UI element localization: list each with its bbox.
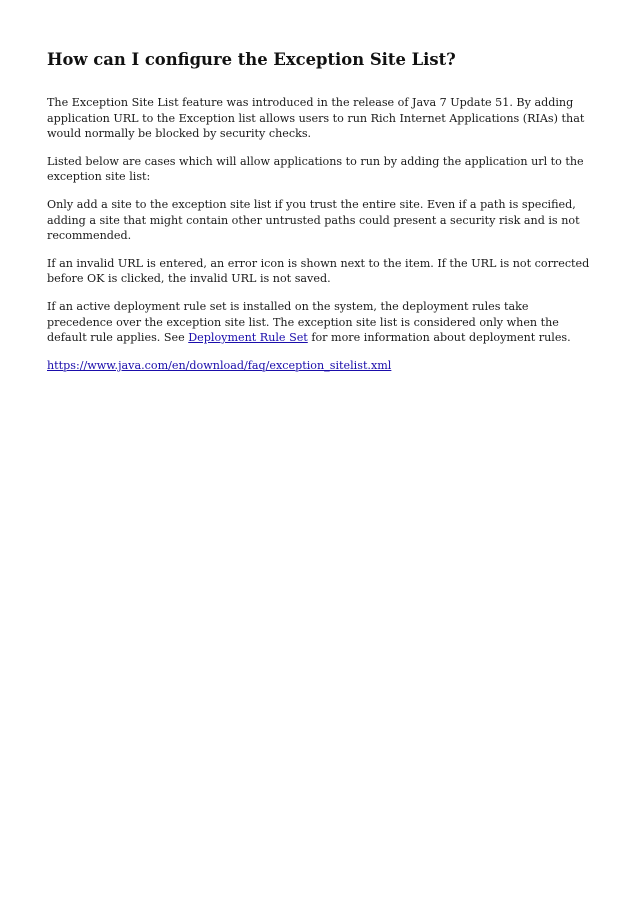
document-page bbox=[47, 48, 595, 385]
trust-warning-paragraph: Only add a site to the exception site list if you trust the entire site. Even if a path is specified, adding a site that might contain other untrusted paths could present a security risk and is not recommended. bbox=[47, 197, 580, 243]
cases-paragraph: Listed below are cases which will allow applications to run by adding the application url to the exception site list: bbox=[47, 154, 584, 184]
deployment-text-before: If an active deployment rule set is installed on the system, the deployment rules take precedence over the exception site list. The exception site list is considered only when the default rule applies. See bbox=[47, 299, 559, 345]
source-url-link[interactable]: https://www.java.com/en/download/faq/exception_sitelist.xml bbox=[47, 358, 392, 372]
deployment-rules-paragraph bbox=[47, 299, 595, 346]
invalid-url-paragraph: If an invalid URL is entered, an error icon is shown next to the item. If the URL is not corrected before OK is clicked, the invalid URL is not saved. bbox=[47, 256, 590, 286]
page-title: How can I configure the Exception Site List? bbox=[47, 50, 456, 69]
deployment-rule-set-link[interactable]: Deployment Rule Set bbox=[188, 331, 308, 345]
deployment-text-after: for more information about deployment rules. bbox=[307, 331, 571, 345]
intro-paragraph: The Exception Site List feature was introduced in the release of Java 7 Update 51. By adding application URL to the Exception list allows users to run Rich Internet Applications (RIAs) that would normally be blocked by security checks. bbox=[47, 96, 585, 141]
source-url-paragraph bbox=[47, 358, 595, 374]
